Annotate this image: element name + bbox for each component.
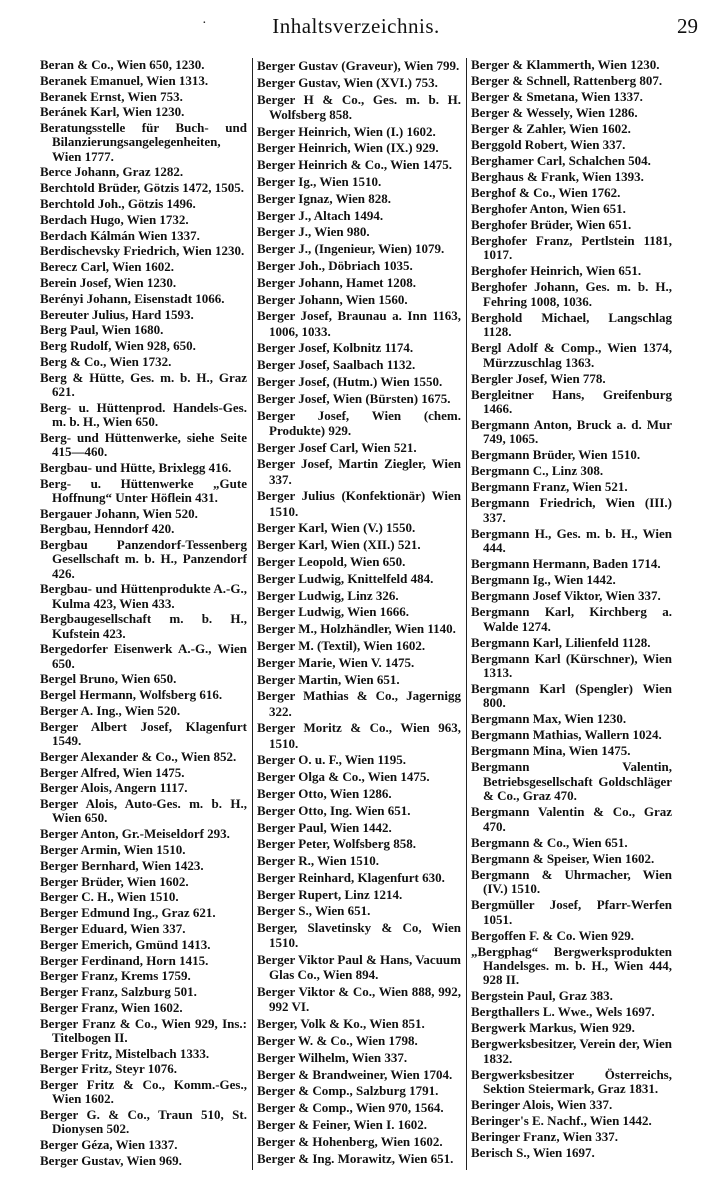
index-entry: Bergl Adolf & Comp., Wien 1374, Mürzzuschlag 1363.: [471, 340, 672, 370]
index-entry: Berger Bernhard, Wien 1423.: [40, 857, 204, 873]
index-entry: Berg Paul, Wien 1680.: [40, 322, 164, 338]
index-entry: Berger G. & Co., Traun 510, St. Dionysen 502.: [40, 1107, 247, 1137]
index-entry: Berger Ludwig, Wien 1666.: [257, 604, 410, 620]
index-entry: Berger Ig., Wien 1510.: [257, 173, 382, 189]
index-entry: Berger Reinhard, Klagenfurt 630.: [257, 869, 445, 885]
index-entry: Bergmann Friedrich, Wien (III.) 337.: [471, 495, 672, 525]
index-entry: Berger Josef, Kolbnitz 1174.: [257, 340, 414, 356]
index-entry: Berger Heinrich, Wien (I.) 1602.: [257, 123, 436, 139]
index-entry: Berger, Volk & Ko., Wien 851.: [257, 1016, 425, 1032]
index-entry: Berghofer Anton, Wien 651.: [471, 201, 626, 216]
index-entry: Berdischevsky Friedrich, Wien 1230.: [40, 243, 245, 259]
header-marker: ·: [202, 16, 207, 31]
index-entry: Berg- u. Hüttenwerke „Gute Hoffnung“ Unter Höflein 431.: [40, 475, 247, 505]
index-entry: Berényi Johann, Eisenstadt 1066.: [40, 290, 225, 306]
index-entry: Berger & Comp., Wien 970, 1564.: [257, 1100, 444, 1116]
index-entry: Berger Peter, Wolfsberg 858.: [257, 836, 416, 852]
index-entry: Berghamer Carl, Schalchen 504.: [471, 153, 651, 168]
index-entry: Berger Gustav, Wien 969.: [40, 1153, 182, 1169]
index-entry: Berger Martin, Wien 651.: [257, 671, 400, 687]
index-entry: Beran & Co., Wien 650, 1230.: [40, 58, 205, 72]
index-entry: Berce Johann, Graz 1282.: [40, 164, 184, 180]
index-entry: Bergmann Hermann, Baden 1714.: [471, 556, 661, 572]
index-entry: Berghold Michael, Langschlag 1128.: [471, 309, 672, 340]
index-entry: Bergmann Valentin & Co., Graz 470.: [471, 804, 672, 834]
index-entry: Berger & Smetana, Wien 1337.: [471, 89, 643, 104]
index-entry: Berchtold Brüder, Götzis 1472, 1505.: [40, 180, 245, 196]
index-entry: Berger Josef Carl, Wien 521.: [257, 439, 417, 455]
index-entry: Bergmann Mina, Wien 1475.: [471, 743, 631, 759]
index-entry: Berger & Schnell, Rattenberg 807.: [471, 73, 663, 88]
index-entry: Bereuter Julius, Hard 1593.: [40, 306, 194, 322]
index-entry: Bergwerk Markus, Wien 929.: [471, 1020, 635, 1036]
index-entry: Bergel Hermann, Wolfsberg 616.: [40, 687, 223, 703]
index-entry: Bergmann & Speiser, Wien 1602.: [471, 850, 655, 866]
index-entry: Bergstein Paul, Graz 383.: [471, 988, 613, 1004]
index-entry: Berger Josef, (Hutm.) Wien 1550.: [257, 373, 443, 389]
index-entry: Berger Edmund Ing., Graz 621.: [40, 905, 216, 921]
index-entry: Berger Josef, Martin Ziegler, Wien 337.: [257, 456, 461, 487]
index-entry: „Bergphag“ Bergwerksprodukten Handelsges. m. b. H., Wien 444, 928 II.: [471, 943, 672, 988]
index-entry: Berger Josef, Braunau a. Inn 1163, 1006, 1033.: [257, 308, 461, 339]
index-entry: Berger Alfred, Wien 1475.: [40, 764, 185, 780]
index-entry: Berger & Klammerth, Wien 1230.: [471, 58, 660, 72]
index-entry: Berisch S., Wien 1697.: [471, 1145, 595, 1161]
index-entry: Berger & Feiner, Wien I. 1602.: [257, 1117, 427, 1133]
index-entry: Beringer Franz, Wien 337.: [471, 1129, 618, 1145]
index-entry: Berger S., Wien 651.: [257, 903, 371, 919]
index-entry: Berger Alois, Auto-Ges. m. b. H., Wien 650.: [40, 796, 247, 826]
index-entry: Berg- und Hüttenwerke, siehe Seite 415—460.: [40, 429, 247, 459]
index-entry: Bergbau- und Hüttenprodukte A.-G., Kulma 423, Wien 433.: [40, 581, 247, 611]
index-entry: Berger O. u. F., Wien 1195.: [257, 752, 407, 768]
index-entry: Bergmann & Uhrmacher, Wien (IV.) 1510.: [471, 866, 672, 897]
index-entry: Bergleitner Hans, Greifenburg 1466.: [471, 386, 672, 417]
column-divider: [252, 58, 253, 1170]
index-entry: Berger Franz, Krems 1759.: [40, 968, 191, 984]
index-entry: Berger & Wessely, Wien 1286.: [471, 105, 638, 120]
index-entry: Bergbaugesellschaft m. b. H., Kufstein 423.: [40, 611, 247, 641]
index-entry: Berger Josef, Saalbach 1132.: [257, 357, 416, 373]
index-entry: Berger Brüder, Wien 1602.: [40, 873, 189, 889]
index-entry: Berger Fritz, Steyr 1076.: [40, 1061, 178, 1077]
index-entry: Berger Franz, Wien 1602.: [40, 999, 183, 1015]
index-entry: Berger Ignaz, Wien 828.: [257, 190, 391, 206]
index-entry: Berger Eduard, Wien 337.: [40, 920, 186, 936]
index-entry: Bergmann Anton, Bruck a. d. Mur 749, 1065.: [471, 417, 672, 447]
page-title: Inhaltsverzeichnis.: [272, 14, 440, 38]
index-entry: Bergmann Mathias, Wallern 1024.: [471, 727, 662, 743]
index-entry: Berger Ludwig, Knittelfeld 484.: [257, 570, 434, 586]
index-column-2: [257, 58, 461, 1170]
index-entry: Berger Rupert, Linz 1214.: [257, 886, 403, 902]
index-entry: Berger Julius (Konfektionär) Wien 1510.: [257, 488, 461, 519]
index-entry: Berger Johann, Wien 1560.: [257, 291, 408, 307]
index-entry: Berghof & Co., Wien 1762.: [471, 185, 621, 200]
index-entry: Berger Mathias & Co., Jagernigg 322.: [257, 688, 461, 719]
index-entry: Berger & Zahler, Wien 1602.: [471, 121, 631, 136]
index-entry: Beratungsstelle für Buch- und Bilanzierungsangelegenheiten, Wien 1777.: [40, 120, 247, 164]
page-number: 29: [677, 14, 698, 38]
index-entry: Berger Paul, Wien 1442.: [257, 819, 392, 835]
index-entry: Berger & Brandweiner, Wien 1704.: [257, 1066, 453, 1082]
index-entry: Berger Gustav (Graveur), Wien 799.: [257, 58, 460, 73]
index-entry: Bergthallers L. Wwe., Wels 1697.: [471, 1004, 655, 1020]
index-entry: Berghofer Johann, Ges. m. b. H., Fehring 1008, 1036.: [471, 279, 672, 309]
index-columns: [40, 58, 672, 1178]
index-entry: Berger Karl, Wien (V.) 1550.: [257, 520, 416, 536]
index-entry: Berger Fritz, Mistelbach 1333.: [40, 1045, 210, 1061]
index-entry: Berger & Ing. Morawitz, Wien 651.: [257, 1150, 454, 1166]
index-entry: Berger Alois, Angern 1117.: [40, 780, 188, 796]
index-entry: Berg & Hütte, Ges. m. b. H., Graz 621.: [40, 369, 247, 399]
index-entry: Bergbau Panzendorf-Tessenberg Gesellschaft m. b. H., Panzendorf 426.: [40, 537, 247, 581]
index-entry: Berger Leopold, Wien 650.: [257, 553, 406, 569]
index-column-3: [471, 58, 672, 1170]
index-entry: Berger Moritz & Co., Wien 963, 1510.: [257, 720, 461, 751]
index-entry: Bergmann Karl, Lilienfeld 1128.: [471, 634, 651, 650]
index-entry: Bergbau- und Hütte, Brixlegg 416.: [40, 459, 232, 475]
index-entry: Berger C. H., Wien 1510.: [40, 889, 179, 905]
index-entry: Berger Josef, Wien (chem. Produkte) 929.: [257, 407, 461, 438]
index-entry: Berghofer Heinrich, Wien 651.: [471, 263, 642, 279]
index-entry: Berger Franz & Co., Wien 929, Ins.: Titelbogen II.: [40, 1015, 247, 1045]
page-header: [0, 10, 712, 40]
index-entry: Bergmann Franz, Wien 521.: [471, 479, 628, 495]
index-entry: Bergmann & Co., Wien 651.: [471, 834, 628, 850]
column-divider: [466, 58, 467, 1170]
index-entry: Berger Gustav, Wien (XVI.) 753.: [257, 74, 438, 90]
index-entry: Berg- u. Hüttenprod. Handels-Ges. m. b. H., Wien 650.: [40, 399, 247, 429]
index-entry: Bergmann Brüder, Wien 1510.: [471, 447, 641, 463]
index-entry: Berger Karl, Wien (XII.) 521.: [257, 537, 421, 553]
index-entry: Bergmann Josef Viktor, Wien 337.: [471, 588, 661, 604]
index-entry: Berger Emerich, Gmünd 1413.: [40, 936, 211, 952]
index-entry: Bergler Josef, Wien 778.: [471, 370, 606, 386]
index-entry: Bergmann Valentin, Betriebsgesellschaft Goldschläger & Co., Graz 470.: [471, 759, 672, 804]
index-entry: Berger Olga & Co., Wien 1475.: [257, 769, 430, 785]
index-entry: Bergbau, Henndorf 420.: [40, 521, 175, 537]
index-entry: Berdach Hugo, Wien 1732.: [40, 211, 189, 227]
index-entry: Berger Alexander & Co., Wien 852.: [40, 748, 237, 764]
index-entry: Berger Franz, Salzburg 501.: [40, 984, 197, 1000]
index-entry: Berger M., Holzhändler, Wien 1140.: [257, 621, 456, 637]
index-entry: Berg & Co., Wien 1732.: [40, 353, 172, 369]
index-entry: Bergmann Karl (Spengler) Wien 800.: [471, 681, 672, 711]
index-entry: Berein Josef, Wien 1230.: [40, 274, 177, 290]
index-entry: Berger Géza, Wien 1337.: [40, 1137, 178, 1153]
index-entry: Berger Anton, Gr.-Meiseldorf 293.: [40, 826, 230, 842]
index-entry: Berger, Slavetinsky & Co, Wien 1510.: [257, 920, 461, 951]
index-entry: Berger Wilhelm, Wien 337.: [257, 1049, 408, 1065]
index-entry: Berger H & Co., Ges. m. b. H. Wolfsberg 858.: [257, 91, 461, 122]
index-entry: Berger Ferdinand, Horn 1415.: [40, 952, 209, 968]
index-entry: Beranek Emanuel, Wien 1313.: [40, 72, 209, 88]
index-entry: Berchtold Joh., Götzis 1496.: [40, 195, 196, 211]
index-entry: Berger W. & Co., Wien 1798.: [257, 1033, 418, 1049]
index-entry: Berger J., Wien 980.: [257, 224, 370, 240]
index-entry: Berger & Comp., Salzburg 1791.: [257, 1083, 439, 1099]
index-entry: Berger Heinrich, Wien (IX.) 929.: [257, 140, 439, 156]
index-entry: Berger J., Altach 1494.: [257, 207, 384, 223]
index-entry: Berger J., (Ingenieur, Wien) 1079.: [257, 241, 445, 257]
index-entry: Berghofer Brüder, Wien 651.: [471, 217, 632, 232]
index-entry: Bergmann Ig., Wien 1442.: [471, 572, 616, 588]
index-entry: Berg Rudolf, Wien 928, 650.: [40, 338, 196, 354]
index-entry: Berger Otto, Ing. Wien 651.: [257, 802, 411, 818]
index-entry: Bergedorfer Eisenwerk A.-G., Wien 650.: [40, 641, 247, 671]
index-entry: Bergwerksbesitzer Österreichs, Sektion Steiermark, Graz 1831.: [471, 1066, 672, 1097]
index-entry: Bergmann Max, Wien 1230.: [471, 711, 627, 727]
index-entry: Beranek Ernst, Wien 753.: [40, 88, 183, 104]
index-column-1: [40, 58, 247, 1170]
index-entry: Beránek Karl, Wien 1230.: [40, 104, 185, 120]
index-entry: Berger Viktor & Co., Wien 888, 992, 992 VI.: [257, 984, 461, 1015]
index-entry: Berger Otto, Wien 1286.: [257, 785, 392, 801]
index-entry: Berger A. Ing., Wien 520.: [40, 702, 181, 718]
index-entry: Bergauer Johann, Wien 520.: [40, 505, 198, 521]
index-entry: Berger Joh., Döbriach 1035.: [257, 257, 413, 273]
index-entry: Berger M. (Textil), Wien 1602.: [257, 637, 426, 653]
index-entry: Bergwerksbesitzer, Verein der, Wien 1832.: [471, 1036, 672, 1066]
index-entry: Berger Viktor Paul & Hans, Vacuum Glas Co., Wien 894.: [257, 952, 461, 983]
index-entry: Bergmüller Josef, Pfarr-Werfen 1051.: [471, 897, 672, 927]
index-entry: Berger Armin, Wien 1510.: [40, 841, 186, 857]
index-entry: Berghofer Franz, Pertlstein 1181, 1017.: [471, 233, 672, 263]
index-entry: Berger Johann, Hamet 1208.: [257, 274, 416, 290]
index-entry: Bergmann Karl (Kürschner), Wien 1313.: [471, 650, 672, 681]
index-entry: Bergel Bruno, Wien 650.: [40, 671, 177, 687]
index-entry: Berggold Robert, Wien 337.: [471, 137, 626, 152]
index-entry: Berger Albert Josef, Klagenfurt 1549.: [40, 718, 247, 748]
index-entry: Bergmann C., Linz 308.: [471, 463, 604, 479]
index-entry: Berecz Carl, Wien 1602.: [40, 259, 174, 275]
index-entry: Berger Fritz & Co., Komm.-Ges., Wien 1602.: [40, 1077, 247, 1107]
index-entry: Berdach Kálmán Wien 1337.: [40, 227, 200, 243]
index-entry: Bergoffen F. & Co. Wien 929.: [471, 927, 634, 943]
index-entry: Berger Josef, Wien (Bürsten) 1675.: [257, 390, 451, 406]
index-entry: Bergmann H., Ges. m. b. H., Wien 444.: [471, 525, 672, 556]
index-entry: Berger R., Wien 1510.: [257, 853, 380, 869]
index-entry: Berger & Hohenberg, Wien 1602.: [257, 1133, 443, 1149]
index-entry: Berger Ludwig, Linz 326.: [257, 587, 399, 603]
index-entry: Bergmann Karl, Kirchberg a. Walde 1274.: [471, 604, 672, 634]
index-entry: Berghaus & Frank, Wien 1393.: [471, 169, 644, 184]
index-entry: Beringer Alois, Wien 337.: [471, 1097, 613, 1113]
index-entry: Beringer's E. Nachf., Wien 1442.: [471, 1113, 652, 1129]
index-entry: Berger Marie, Wien V. 1475.: [257, 654, 415, 670]
index-entry: Berger Heinrich & Co., Wien 1475.: [257, 157, 452, 173]
